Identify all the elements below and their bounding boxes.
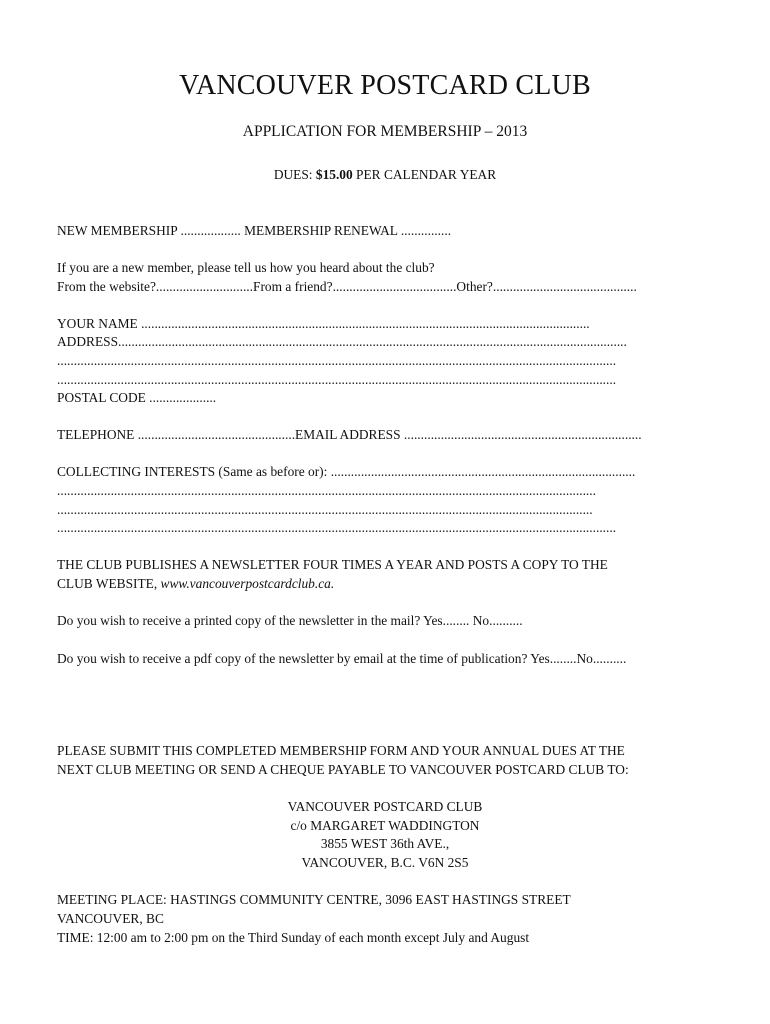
document-subtitle: APPLICATION FOR MEMBERSHIP – 2013 <box>242 123 528 140</box>
name-field[interactable]: YOUR NAME ...................................................................................................................................... <box>57 316 590 331</box>
printed-newsletter-question[interactable]: Do you wish to receive a printed copy of the newsletter in the mail? Yes........ No.......... <box>57 613 523 628</box>
mailing-address-line-4: VANCOUVER, B.C. V6N 2S5 <box>301 855 469 870</box>
heard-about-question: If you are a new member, please tell us how you heard about the club? <box>57 260 435 275</box>
interests-continuation-1[interactable]: ................................................................................................................................................................. <box>57 483 596 498</box>
dues-prefix: DUES: <box>273 167 316 182</box>
newsletter-notice-line-1: THE CLUB PUBLISHES A NEWSLETTER FOUR TIMES A YEAR AND POSTS A COPY TO THE <box>57 557 608 572</box>
address-continuation-2[interactable]: ....................................................................................................................................................................... <box>57 372 617 387</box>
mailing-address-line-2: c/o MARGARET WADDINGTON <box>290 818 480 833</box>
phone-email-field[interactable]: TELEPHONE ...............................................EMAIL ADDRESS ....................................................................... <box>57 427 642 442</box>
dues-suffix: PER CALENDAR YEAR <box>352 167 497 182</box>
interests-continuation-2[interactable]: ................................................................................................................................................................ <box>57 502 593 517</box>
interests-continuation-3[interactable]: ....................................................................................................................................................................... <box>57 520 617 535</box>
meeting-time: TIME: 12:00 am to 2:00 pm on the Third Sunday of each month except July and August <box>57 930 530 945</box>
club-website-link[interactable]: www.vancouverpostcardclub.ca. <box>160 576 335 591</box>
dues-amount: $15.00 <box>315 167 353 182</box>
address-continuation-1[interactable]: ....................................................................................................................................................................... <box>57 353 617 368</box>
pdf-newsletter-question[interactable]: Do you wish to receive a pdf copy of the newsletter by email at the time of publication? Yes........No.......... <box>57 651 627 666</box>
meeting-place-line-2: VANCOUVER, BC <box>57 911 164 926</box>
mailing-address-line-1: VANCOUVER POSTCARD CLUB <box>287 799 483 814</box>
dues-line <box>0 166 770 185</box>
postal-code-field[interactable]: POSTAL CODE .................... <box>57 390 217 405</box>
membership-type-field[interactable]: NEW MEMBERSHIP .................. MEMBERSHIP RENEWAL ............... <box>57 223 452 238</box>
address-field[interactable]: ADDRESS........................................................................................................................................................ <box>57 334 627 349</box>
collecting-interests-field[interactable]: COLLECTING INTERESTS (Same as before or): ........................................................................................... <box>57 464 636 479</box>
document-title: VANCOUVER POSTCARD CLUB <box>179 70 591 101</box>
newsletter-notice-line-2 <box>57 575 334 594</box>
submit-instructions-line-1: PLEASE SUBMIT THIS COMPLETED MEMBERSHIP FORM AND YOUR ANNUAL DUES AT THE <box>57 743 625 758</box>
mailing-address-line-3: 3855 WEST 36th AVE., <box>320 836 450 851</box>
newsletter-notice-prefix: CLUB WEBSITE, <box>57 576 161 591</box>
meeting-place-line-1: MEETING PLACE: HASTINGS COMMUNITY CENTRE, 3096 EAST HASTINGS STREET <box>57 892 571 907</box>
submit-instructions-line-2: NEXT CLUB MEETING OR SEND A CHEQUE PAYABLE TO VANCOUVER POSTCARD CLUB TO: <box>57 762 629 777</box>
heard-about-options[interactable]: From the website?.............................From a friend?.....................................Other?........................................... <box>57 279 637 294</box>
